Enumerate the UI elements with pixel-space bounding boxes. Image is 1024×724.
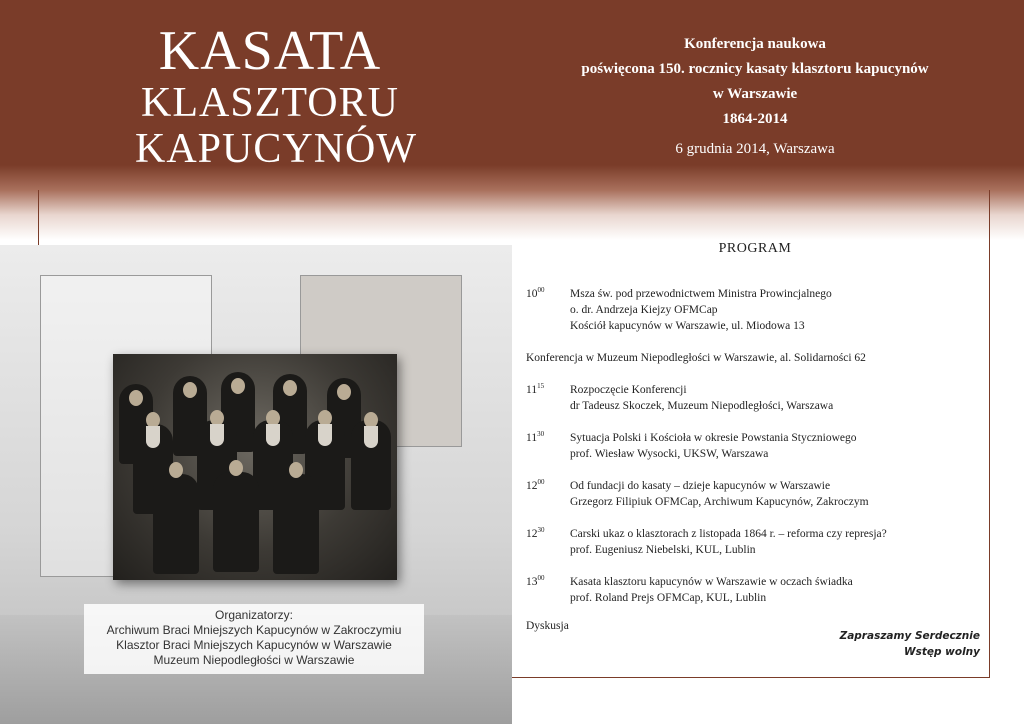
title-line-3: KAPUCYNÓW (135, 126, 417, 172)
item-line: Carski ukaz o klasztorach z listopada 1864 r. – reforma czy represja? (570, 528, 887, 540)
item-line: Sytuacja Polski i Kościoła w okresie Powstania Styczniowego (570, 432, 857, 444)
invitation-note (820, 628, 980, 660)
item-line: prof. Roland Prejs OFMCap, KUL, Lublin (570, 592, 767, 604)
item-line: Grzegorz Filipiuk OFMCap, Archiwum Kapucynów, Zakroczym (570, 496, 869, 508)
organizers-heading: Organizatorzy: (214, 608, 294, 622)
item-time: $12^{00}$ (526, 478, 545, 492)
item-time: $10^{00}$ (526, 286, 545, 300)
organizer-line: Muzeum Niepodległości w Warszawie (153, 653, 355, 667)
invite-line-1: Zapraszamy Serdecznie (839, 630, 980, 642)
title-line-1: KASATA (158, 20, 382, 82)
program-item (526, 574, 976, 606)
item-line: o. dr. Andrzeja Kiejzy OFMCap (570, 304, 718, 316)
item-line: prof. Eugeniusz Niebelski, KUL, Lublin (570, 544, 756, 556)
item-line: Rozpoczęcie Konferencji (570, 384, 687, 396)
conference-info (540, 32, 970, 162)
invite-line-2: Wstęp wolny (904, 646, 980, 658)
title-line-2: KLASZTORU (141, 80, 399, 126)
program-item (526, 382, 976, 414)
item-line: Msza św. pod przewodnictwem Ministra Prowincjalnego (570, 288, 832, 300)
item-time: $11^{30}$ (526, 430, 545, 444)
item-time: $11^{15}$ (526, 382, 545, 396)
item-time: $13^{00}$ (526, 574, 545, 588)
program-item (526, 478, 976, 510)
conference-line: poświęcona 150. rocznicy kasaty klasztoru kapucynów (581, 61, 929, 77)
monks-group-photo (113, 354, 397, 580)
program-heading: PROGRAM (718, 241, 792, 256)
conference-line: w Warszawie (712, 86, 798, 102)
main-title (135, 20, 417, 172)
item-line: Od fundacji do kasaty – dzieje kapucynów w Warszawie (570, 480, 831, 492)
item-line: Kasata klasztoru kapucynów w Warszawie w oczach świadka (570, 576, 853, 588)
item-line: Kościół kapucynów w Warszawie, ul. Miodowa 13 (570, 320, 805, 332)
item-time: $12^{30}$ (526, 526, 545, 540)
organizer-line: Archiwum Braci Mniejszych Kapucynów w Zakroczymiu (106, 623, 402, 637)
program-list (526, 286, 976, 634)
organizer-line: Klasztor Braci Mniejszych Kapucynów w Warszawie (116, 638, 392, 652)
conference-years: 1864-2014 (722, 111, 788, 127)
conference-line: Konferencja naukowa (684, 36, 826, 52)
program-item (526, 526, 976, 558)
organizers-box (84, 604, 424, 674)
program-item-mass (526, 286, 976, 334)
program-venue: Konferencja w Muzeum Niepodległości w Warszawie, al. Solidarności 62 (526, 352, 866, 364)
item-line: prof. Wiesław Wysocki, UKSW, Warszawa (570, 448, 769, 460)
program-item (526, 430, 976, 462)
program-closing: Dyskusja (526, 620, 569, 632)
conference-date: 6 grudnia 2014, Warszawa (675, 141, 835, 157)
item-line: dr Tadeusz Skoczek, Muzeum Niepodległości, Warszawa (570, 400, 834, 412)
